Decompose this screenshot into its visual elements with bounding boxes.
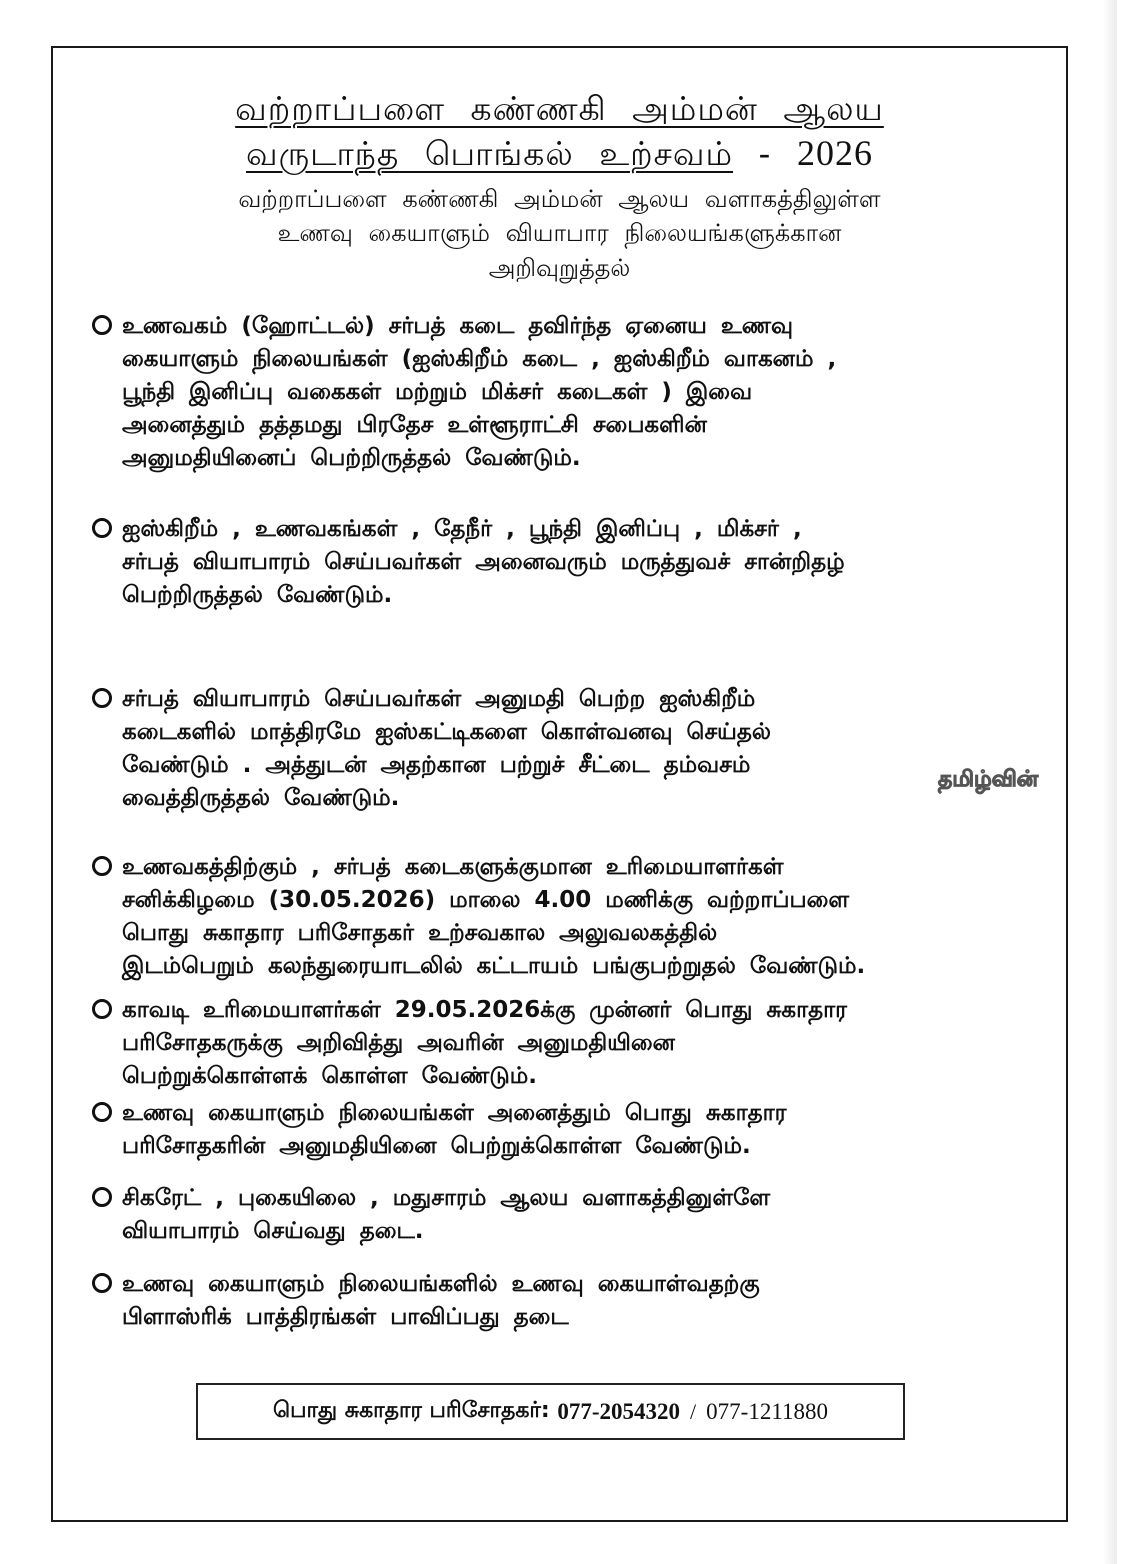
instruction-item [92, 851, 992, 983]
instruction-text: ஐஸ்கிறீம் , உணவகங்கள் , தேநீர் , பூந்தி இனிப்பு , மிக்சர் , சர்பத் வியாபாரம் செய்பவர்கள் அனைவரும் மருத்துவச் சான்றிதழ் பெற்றிருத்தல் வேண்டும். [122, 516, 845, 608]
circle-bullet-icon [92, 1273, 112, 1293]
instruction-item [92, 1182, 992, 1248]
watermark-logo: தமிழ்வின் [938, 767, 1039, 792]
circle-bullet-icon [92, 1187, 112, 1207]
title-line-2 [53, 130, 1066, 177]
instruction-text: உணவு கையாளும் நிலையங்கள் அனைத்தும் பொது சுகாதார பரிசோதகரின் அனுமதியினை பெற்றுக்கொள்ள வேண்டும். [122, 1100, 787, 1159]
instruction-text: சர்பத் வியாபாரம் செய்பவர்கள் அனுமதி பெற்ற ஐஸ்கிறீம் கடைகளில் மாத்திரமே ஐஸ்கட்டிகளை கொள்வனவு செய்தல் வேண்டும் . அத்துடன் அதற்கான பற்றுச் சீட்டை தம்வசம் வைத்திருத்தல் வேண்டும். [122, 686, 771, 811]
circle-bullet-icon [92, 856, 112, 876]
subtitle-line-2: உணவு கையாளும் வியாபார நிலையங்களுக்கான [277, 219, 842, 247]
instruction-text: காவடி உரிமையாளர்கள் 29.05.2026க்கு முன்னர் பொது சுகாதார பரிசோதகருக்கு அறிவித்து அவரின் அனுமதியினை பெற்றுக்கொள்ளக் கொள்ள வேண்டும். [122, 997, 848, 1089]
page-edge [1103, 0, 1117, 1564]
contact-separator: / [690, 1398, 697, 1424]
circle-bullet-icon [92, 1102, 112, 1122]
circle-bullet-icon [92, 688, 112, 708]
instruction-item [92, 513, 992, 612]
contact-phone-1[interactable]: 077-2054320 [557, 1398, 681, 1424]
instruction-item [92, 1097, 992, 1163]
title-text-1: வற்றாப்பளை கண்ணகி அம்மன் ஆலய [235, 89, 884, 128]
instruction-item [92, 994, 992, 1093]
circle-bullet-icon [92, 518, 112, 538]
instruction-text: உணவகம் (ஹோட்டல்) சர்பத் கடை தவிர்ந்த ஏனைய உணவு கையாளும் நிலையங்கள் (ஐஸ்கிறீம் கடை , ஐஸ்கிறீம் வாகனம் , பூந்தி இனிப்பு வகைகள் மற்றும் மிக்சர் கடைகள் ) இவை அனைத்தும் தத்தமது பிரதேச உள்ளூராட்சி சபைகளின் அனுமதியினைப் பெற்றிருத்தல் வேண்டும். [122, 313, 837, 471]
instruction-text: உணவகத்திற்கும் , சர்பத் கடைகளுக்குமான உரிமையாளர்கள் சனிக்கிழமை (30.05.2026) மாலை 4.00 மணிக்கு வற்றாப்பளை பொது சுகாதார பரிசோதகர் உற்சவகால அலுவலகத்தில் இடம்பெறும் கலந்துரையாடலில் கட்டாயம் பங்குபற்றுதல் வேண்டும். [122, 854, 866, 979]
subtitle-line-1: வற்றாப்பளை கண்ணகி அம்மன் ஆலய வளாகத்திலுள்ள [238, 185, 881, 213]
instruction-text: உணவு கையாளும் நிலையங்களில் உணவு கையாள்வதற்கு பிளாஸ்ரிக் பாத்திரங்கள் பாவிப்பது தடை [122, 1271, 760, 1330]
contact-label: பொது சுகாதார பரிசோதகர்: [273, 1397, 550, 1423]
circle-bullet-icon [92, 999, 112, 1019]
instruction-item [92, 310, 992, 475]
title-text-2: வருடாந்த பொங்கல் உற்சவம் [246, 134, 734, 173]
contact-phone-2[interactable]: 077-1211880 [706, 1398, 828, 1424]
circle-bullet-icon [92, 315, 112, 335]
instruction-text: சிகரேட் , புகையிலை , மதுசாரம் ஆலய வளாகத்தினுள்ளே வியாபாரம் செய்வது தடை. [122, 1185, 771, 1244]
title-year: 2026 [796, 133, 873, 173]
instruction-item [92, 683, 992, 815]
title-dash: - [758, 134, 772, 173]
subtitle-line-3: அறிவுறுத்தல் [488, 254, 631, 282]
contact-box [196, 1383, 905, 1440]
title-line-1 [53, 86, 1066, 132]
instruction-item [92, 1268, 992, 1334]
